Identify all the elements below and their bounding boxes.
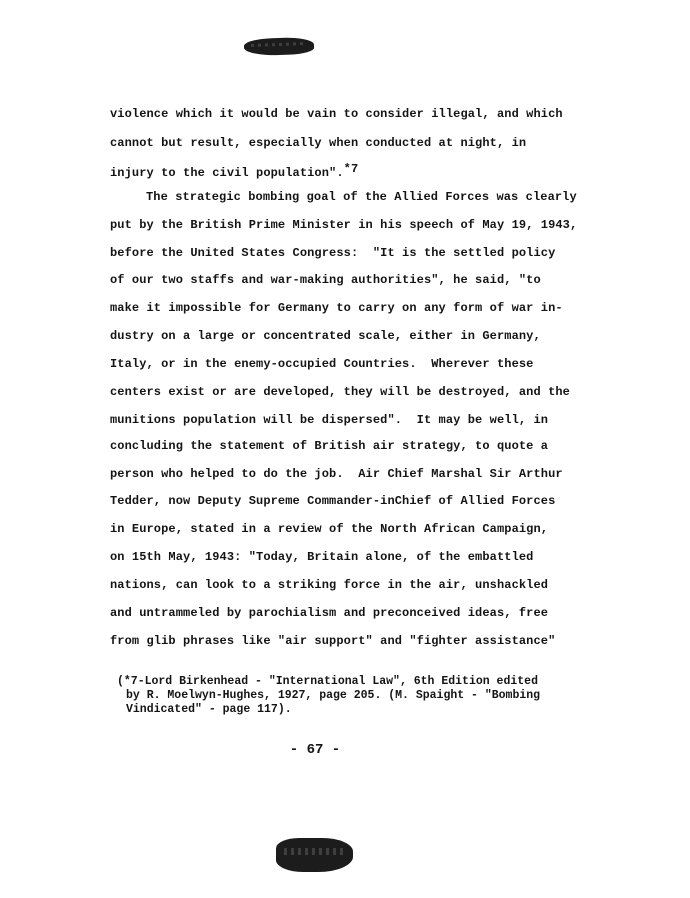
body-line: in Europe, stated in a review of the North African Campaign, — [110, 522, 549, 536]
body-line: nations, can look to a striking force in the air, unshackled — [110, 578, 549, 592]
body-line-with-footnote — [110, 162, 358, 180]
body-line: concluding the statement of British air strategy, to quote a — [110, 439, 549, 453]
footnote-marker: *7 — [343, 162, 359, 176]
footnote-line: by R. Moelwyn-Hughes, 1927, page 205. (M. Spaight - "Bombing — [126, 689, 541, 702]
body-line: munitions population will be dispersed". It may be well, in — [110, 413, 549, 427]
body-line: dustry on a large or concentrated scale, either in Germany, — [110, 329, 541, 343]
body-line: and untrammeled by parochialism and preconceived ideas, free — [110, 606, 549, 620]
body-line: Italy, or in the enemy-occupied Countries. Wherever these — [110, 357, 534, 371]
body-line: make it impossible for Germany to carry on any form of war in- — [110, 301, 563, 315]
body-line: The strategic bombing goal of the Allied Forces was clearly — [146, 190, 577, 204]
page-number: - 67 - — [289, 742, 341, 758]
body-line-text: injury to the civil population". — [110, 166, 344, 180]
classification-stamp-top — [244, 37, 315, 56]
body-line: violence which it would be vain to consider illegal, and which — [110, 107, 563, 121]
footnote-line: Vindicated" - page 117). — [126, 703, 292, 716]
body-line: Tedder, now Deputy Supreme Commander-inChief of Allied Forces — [110, 494, 556, 508]
footnote-line: (*7-Lord Birkenhead - "International Law", 6th Edition edited — [117, 675, 538, 688]
body-line: person who helped to do the job. Air Chief Marshal Sir Arthur — [110, 467, 563, 481]
body-line: on 15th May, 1943: "Today, Britain alone, of the embattled — [110, 550, 534, 564]
body-line: centers exist or are developed, they will be destroyed, and the — [110, 385, 570, 399]
body-line: from glib phrases like "air support" and "fighter assistance" — [110, 634, 556, 648]
body-line: cannot but result, especially when conducted at night, in — [110, 136, 527, 150]
classification-stamp-bottom — [276, 838, 353, 872]
body-line: put by the British Prime Minister in his speech of May 19, 1943, — [110, 218, 578, 232]
body-line: before the United States Congress: "It is the settled policy — [110, 246, 556, 260]
body-line: of our two staffs and war-making authorities", he said, "to — [110, 273, 541, 287]
